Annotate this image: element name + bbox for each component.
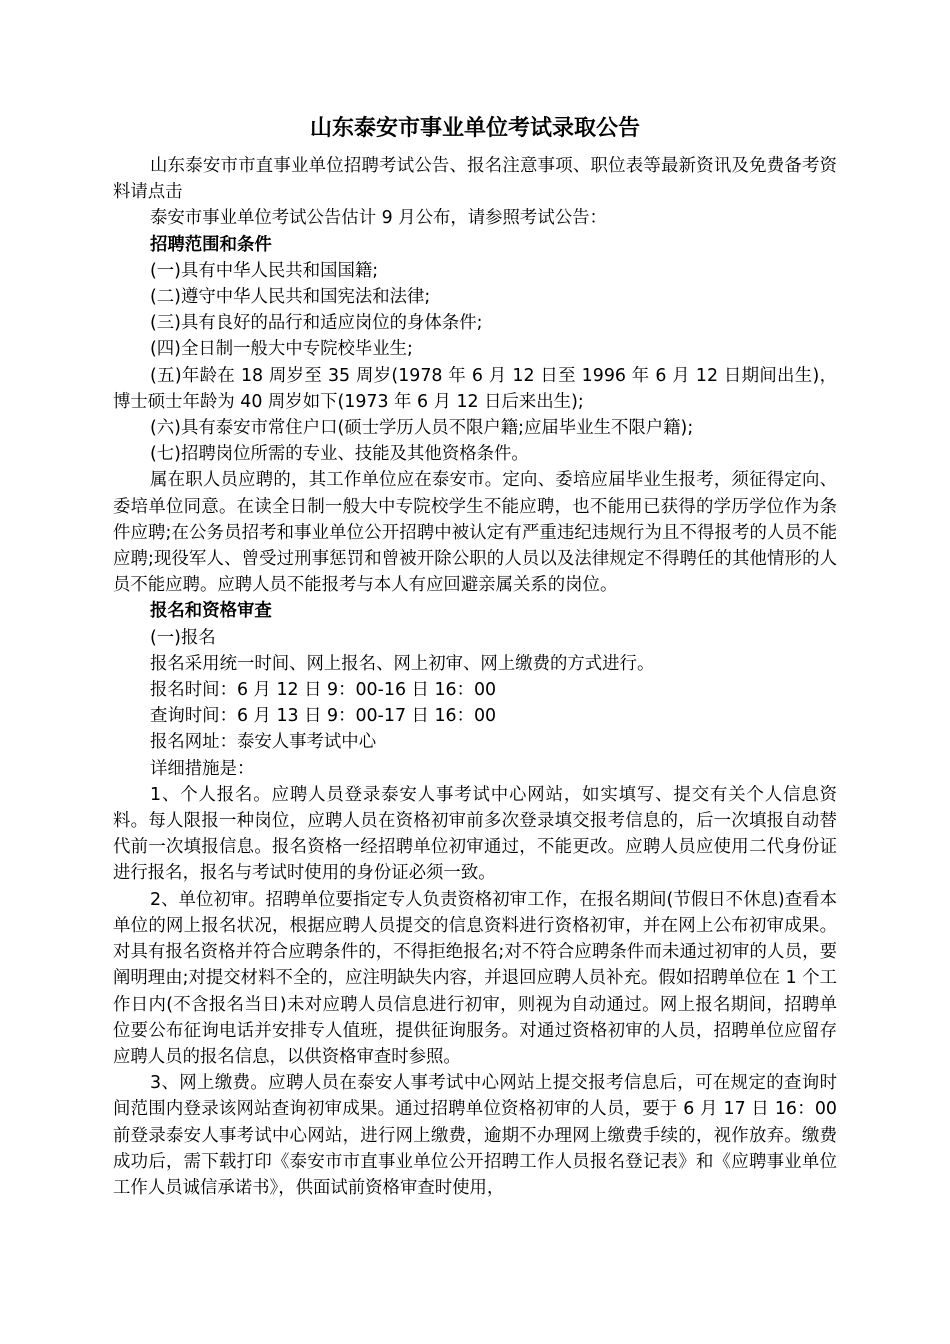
condition-item: (二)遵守中华人民共和国宪法和法律; (150, 287, 431, 308)
document-page (113, 111, 837, 1201)
announcement-note: 泰安市事业单位考试公告估计 9 月公布，请参照考试公告： (150, 208, 607, 229)
subsection-heading: (一)报名 (150, 627, 216, 648)
step-paragraph: 2、单位初审。招聘单位要指定专人负责资格初审工作，在报名期间(节假日不休息)查看本单位的网上报名状况，根据应聘人员提交的信息资料进行资格初审，并在网上公布初审成果。对具有报名资格并符合应聘条件的，不得拒绝报名;对不符合应聘条件而未通过初审的人员，要阐明理由;对提交材料不全的，应注明缺失内容，并退回应聘人员补充。假如招聘单位在 1 个工作日内(不含报名当日)未对应聘人员信息进行初审，则视为自动通过。网上报名期间，招聘单位要公布征询电话并安排专人值班，提供征询服务。对通过资格初审的人员，招聘单位应留存应聘人员的报名信息，以供资格审查时参照。 (113, 889, 837, 1067)
registration-time: 报名时间：6 月 12 日 9：00-16 日 16：00 (150, 680, 497, 701)
step-paragraph: 3、网上缴费。应聘人员在泰安人事考试中心网站上提交报考信息后，可在规定的查询时间范围内登录该网站查询初审成果。通过招聘单位资格初审的人员，要于 6 月 17 日 16：00 前登录泰安人事考试中心网站，进行网上缴费，逾期不办理网上缴费手续的，视作放弃。缴费成功后，需下载打印《泰安市市直事业单位公开招聘工作人员报名登记表》和《应聘事业单位工作人员诚信承诺书》，供面试前资格审查时使用， (113, 1073, 837, 1198)
body-paragraph: 详细措施是： (150, 758, 255, 779)
condition-item: (一)具有中华人民共和国国籍; (150, 260, 379, 281)
condition-item: (四)全日制一般大中专院校毕业生; (150, 339, 413, 360)
condition-item: (六)具有泰安市常住户口(硕士学历人员不限户籍;应届毕业生不限户籍); (150, 418, 694, 439)
section-heading-scope: 招聘范围和条件 (150, 234, 272, 255)
body-paragraph: 报名采用统一时间、网上报名、网上初审、网上缴费的方式进行。 (150, 653, 655, 674)
section-heading-registration: 报名和资格审查 (150, 601, 272, 622)
condition-item: (五)年龄在 18 周岁至 35 周岁(1978 年 6 月 12 日至 1996 年 6 月 12 日期间出生)，博士硕士年龄为 40 周岁如下(1973 年 6 月 12 日后来出生); (113, 365, 837, 412)
body-paragraph: 属在职人员应聘的，其工作单位应在泰安市。定向、委培应届毕业生报考，须征得定向、委培单位同意。在读全日制一般大中专院校学生不能应聘，也不能用已获得的学历学位作为条件应聘;在公务员招考和事业单位公开招聘中被认定有严重违纪违规行为且不得报考的人员不能应聘;现役军人、曾受过刑事惩罚和曾被开除公职的人员以及法律规定不得聘任的其他情形的人员不能应聘。应聘人员不能报考与本人有应回避亲属关系的岗位。 (113, 470, 837, 596)
step-paragraph: 1、个人报名。应聘人员登录泰安人事考试中心网站，如实填写、提交有关个人信息资料。每人限报一种岗位，应聘人员在资格初审前多次登录填交报考信息的，后一次填报自动替代前一次填报信息。报名资格一经招聘单位初审通过，不能更改。应聘人员应使用二代身份证进行报名，报名与考试时使用的身份证必须一致。 (113, 784, 837, 884)
page-title: 山东泰安市事业单位考试录取公告 (309, 116, 640, 141)
intro-paragraph: 山东泰安市市直事业单位招聘考试公告、报名注意事项、职位表等最新资讯及免费备考资料请点击 (113, 156, 837, 203)
query-time: 查询时间：6 月 13 日 9：00-17 日 16：00 (150, 706, 497, 727)
registration-website: 报名网址：泰安人事考试中心 (150, 732, 377, 753)
condition-item: (七)招聘岗位所需的专业、技能及其他资格条件。 (150, 444, 529, 465)
condition-item: (三)具有良好的品行和适应岗位的身体条件; (150, 313, 483, 334)
